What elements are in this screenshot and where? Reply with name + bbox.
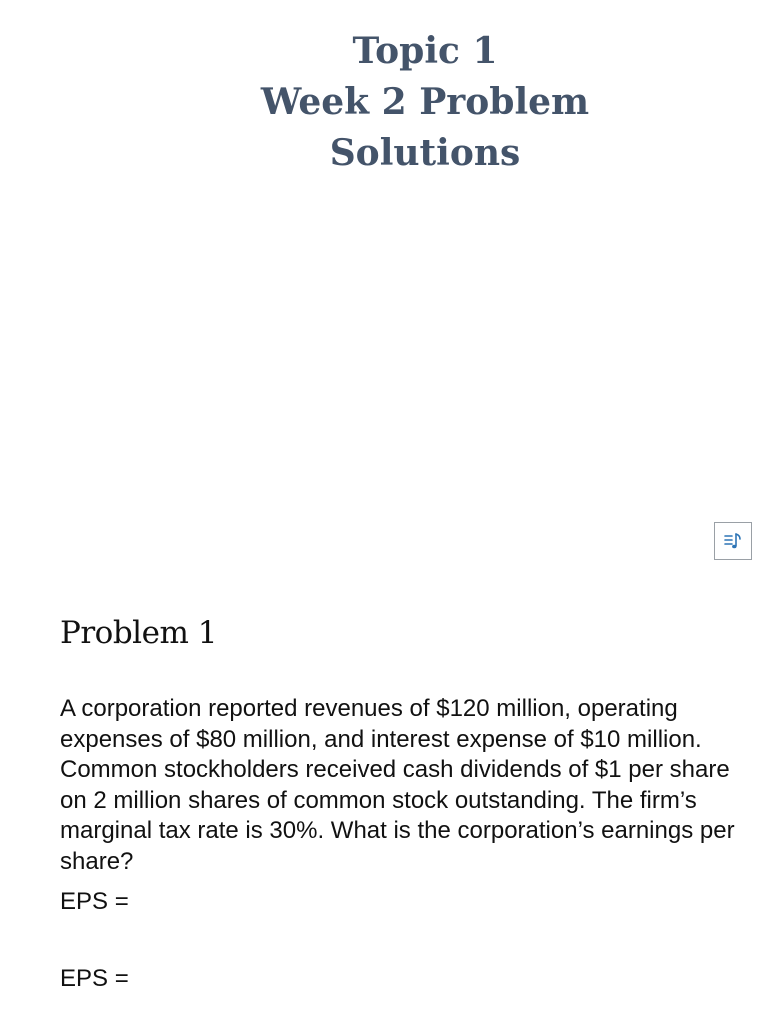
problem-statement: A corporation reported revenues of $120 million, operating expenses of $80 million, and interest expense of $10 million. Common stockholders received cash dividends of $1 per share on 2 million shares of common stock outstanding. The firm’s marginal tax rate is 30%. What is the corporation’s earnings per share? bbox=[60, 695, 735, 875]
title-line-solutions: Solutions bbox=[329, 132, 521, 174]
title-line-week: Week 2 Problem bbox=[260, 81, 590, 123]
title-line-topic: Topic 1 bbox=[352, 30, 498, 72]
audio-play-icon bbox=[722, 530, 744, 552]
problem-heading: Problem 1 bbox=[60, 615, 217, 651]
audio-play-button[interactable] bbox=[714, 522, 752, 560]
eps-answer-line-2: EPS = bbox=[60, 965, 129, 992]
document-title bbox=[0, 26, 768, 179]
eps-answer-line-1: EPS = bbox=[60, 888, 129, 915]
